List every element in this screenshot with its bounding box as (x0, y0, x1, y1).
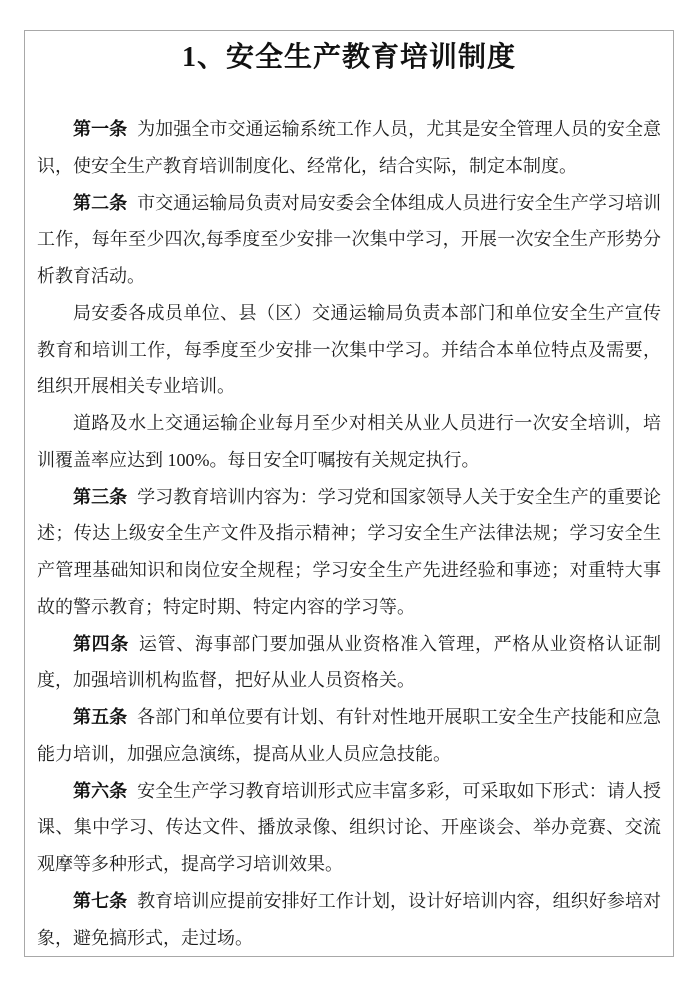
paragraph (37, 773, 661, 883)
document-body (37, 111, 661, 956)
paragraph-text: 学习教育培训内容为：学习党和国家领导人关于安全生产的重要论述；传达上级安全生产文件及指示精神；学习安全生产法律法规；学习安全生产管理基础知识和岗位安全规程；学习安全生产先进经验和事迹；对重特大事故的警示教育；特定时期、特定内容的学习等。 (37, 486, 662, 617)
paragraph-text: 为加强全市交通运输系统工作人员，尤其是安全管理人员的安全意识，使安全生产教育培训制度化、经常化，结合实际，制定本制度。 (37, 119, 662, 176)
paragraph-text: 各部门和单位要有计划、有针对性地开展职工安全生产技能和应急能力培训，加强应急演练，提高从业人员应急技能。 (37, 707, 662, 764)
paragraph (37, 699, 661, 773)
paragraph (37, 111, 661, 185)
paragraph (37, 405, 661, 479)
paragraph (37, 295, 661, 405)
document-page (24, 30, 674, 957)
paragraph (37, 185, 661, 295)
article-label: 第六条 (73, 780, 128, 801)
paragraph-text: 道路及水上交通运输企业每月至少对相关从业人员进行一次安全培训，培训覆盖率应达到 100%。每日安全叮嘱按有关规定执行。 (37, 413, 661, 470)
article-label: 第五条 (73, 707, 128, 727)
paragraph (37, 626, 661, 700)
paragraph-text: 安全生产学习教育培训形式应丰富多彩，可采取如下形式：请人授课、集中学习、传达文件、播放录像、组织讨论、开座谈会、举办竞赛、交流观摩等多种形式，提高学习培训效果。 (37, 780, 662, 874)
article-label: 第七条 (73, 890, 128, 911)
document-title: 1、安全生产教育培训制度 (181, 42, 516, 73)
article-label: 第四条 (73, 633, 130, 654)
paragraph-text: 运管、海事部门要加强从业资格准入管理，严格从业资格认证制度，加强培训机构监督，把好从业人员资格关。 (37, 633, 662, 691)
article-label: 第一条 (73, 119, 128, 139)
paragraph-text: 市交通运输局负责对局安委会全体组成人员进行安全生产学习培训工作，每年至少四次,每季度至少安排一次集中学习，开展一次安全生产形势分析教育活动。 (37, 192, 662, 286)
article-label: 第三条 (73, 486, 128, 507)
paragraph-text: 教育培训应提前安排好工作计划，设计好培训内容，组织好参培对象，避免搞形式，走过场。 (37, 890, 662, 948)
paragraph-text: 局安委各成员单位、县（区）交通运输局负责本部门和单位安全生产宣传教育和培训工作，每季度至少安排一次集中学习。并结合本单位特点及需要，组织开展相关专业培训。 (37, 302, 661, 397)
paragraph (37, 883, 661, 957)
article-label: 第二条 (73, 192, 128, 213)
paragraph (37, 479, 661, 626)
